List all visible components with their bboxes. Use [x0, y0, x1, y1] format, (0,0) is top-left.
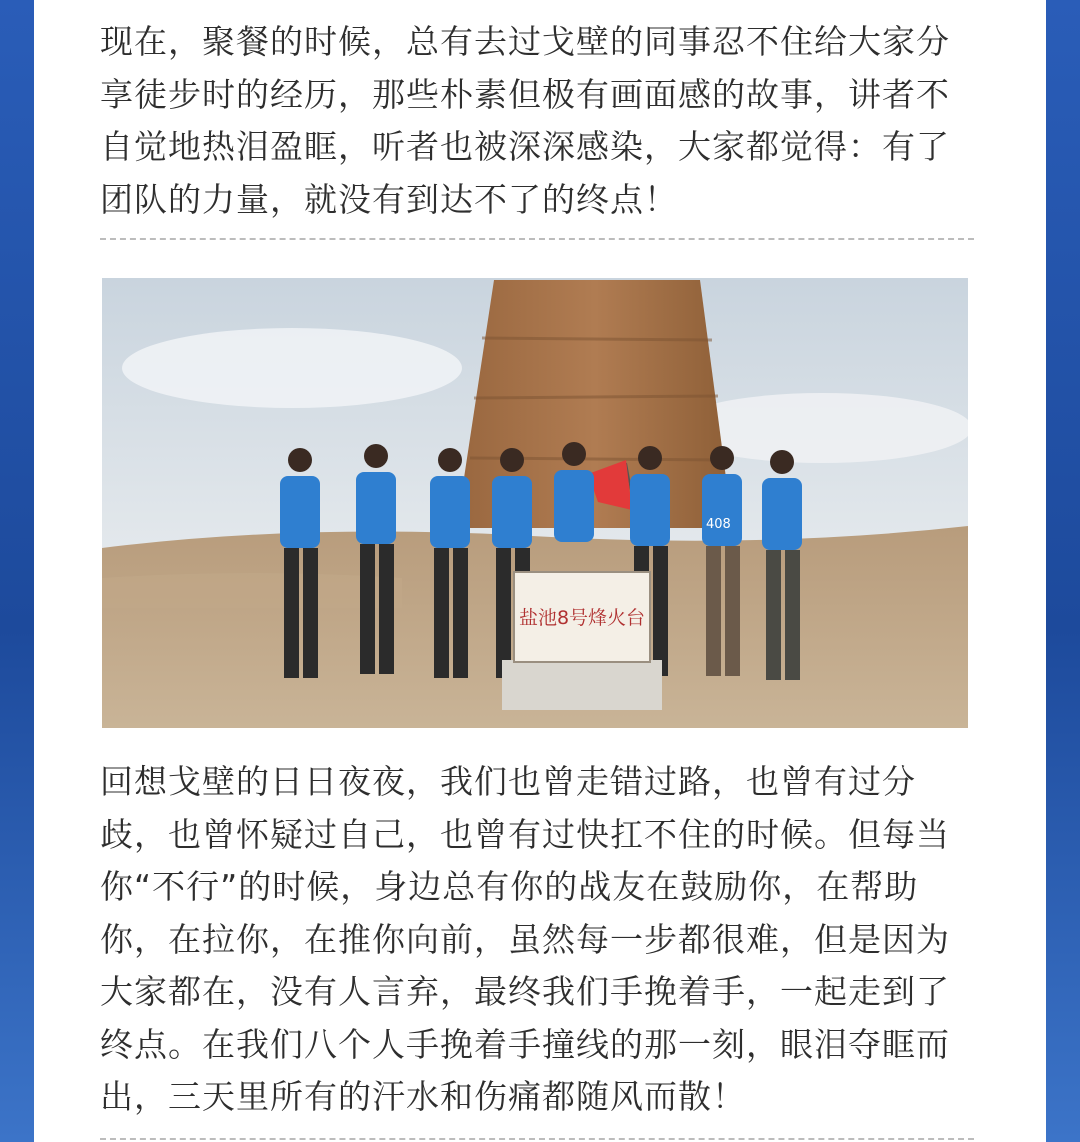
group-photo [102, 278, 968, 728]
dashed-divider-bottom [100, 1138, 974, 1140]
frame-left-border [0, 0, 34, 1142]
article-card [34, 0, 1046, 1142]
marker-sign-text: 盐池8号烽火台 [518, 607, 646, 629]
frame-right-border [1046, 0, 1080, 1142]
article-paragraph-1: 现在，聚餐的时候，总有去过戈壁的同事忍不住给大家分享徒步时的经历，那些朴素但极有画面感的故事，讲者不自觉地热泪盈眶，听者也被深深感染，大家都觉得：有了团队的力量，就没有到达不了的终点！ [100, 22, 950, 219]
dashed-divider [100, 238, 974, 240]
bib-number: 408 [706, 517, 731, 532]
article-paragraph-2: 回想戈壁的日日夜夜，我们也曾走错过路，也曾有过分歧，也曾怀疑过自己，也曾有过快扛不住的时候。但每当你“不行”的时候，身边总有你的战友在鼓励你，在帮助你，在拉你，在推你向前，虽然每一步都很难，但是因为大家都在，没有人言弃，最终我们手挽着手，一起走到了终点。在我们八个人手挽着手撞线的那一刻，眼泪夺眶而出，三天里所有的汗水和伤痛都随风而散！ [100, 762, 950, 1116]
